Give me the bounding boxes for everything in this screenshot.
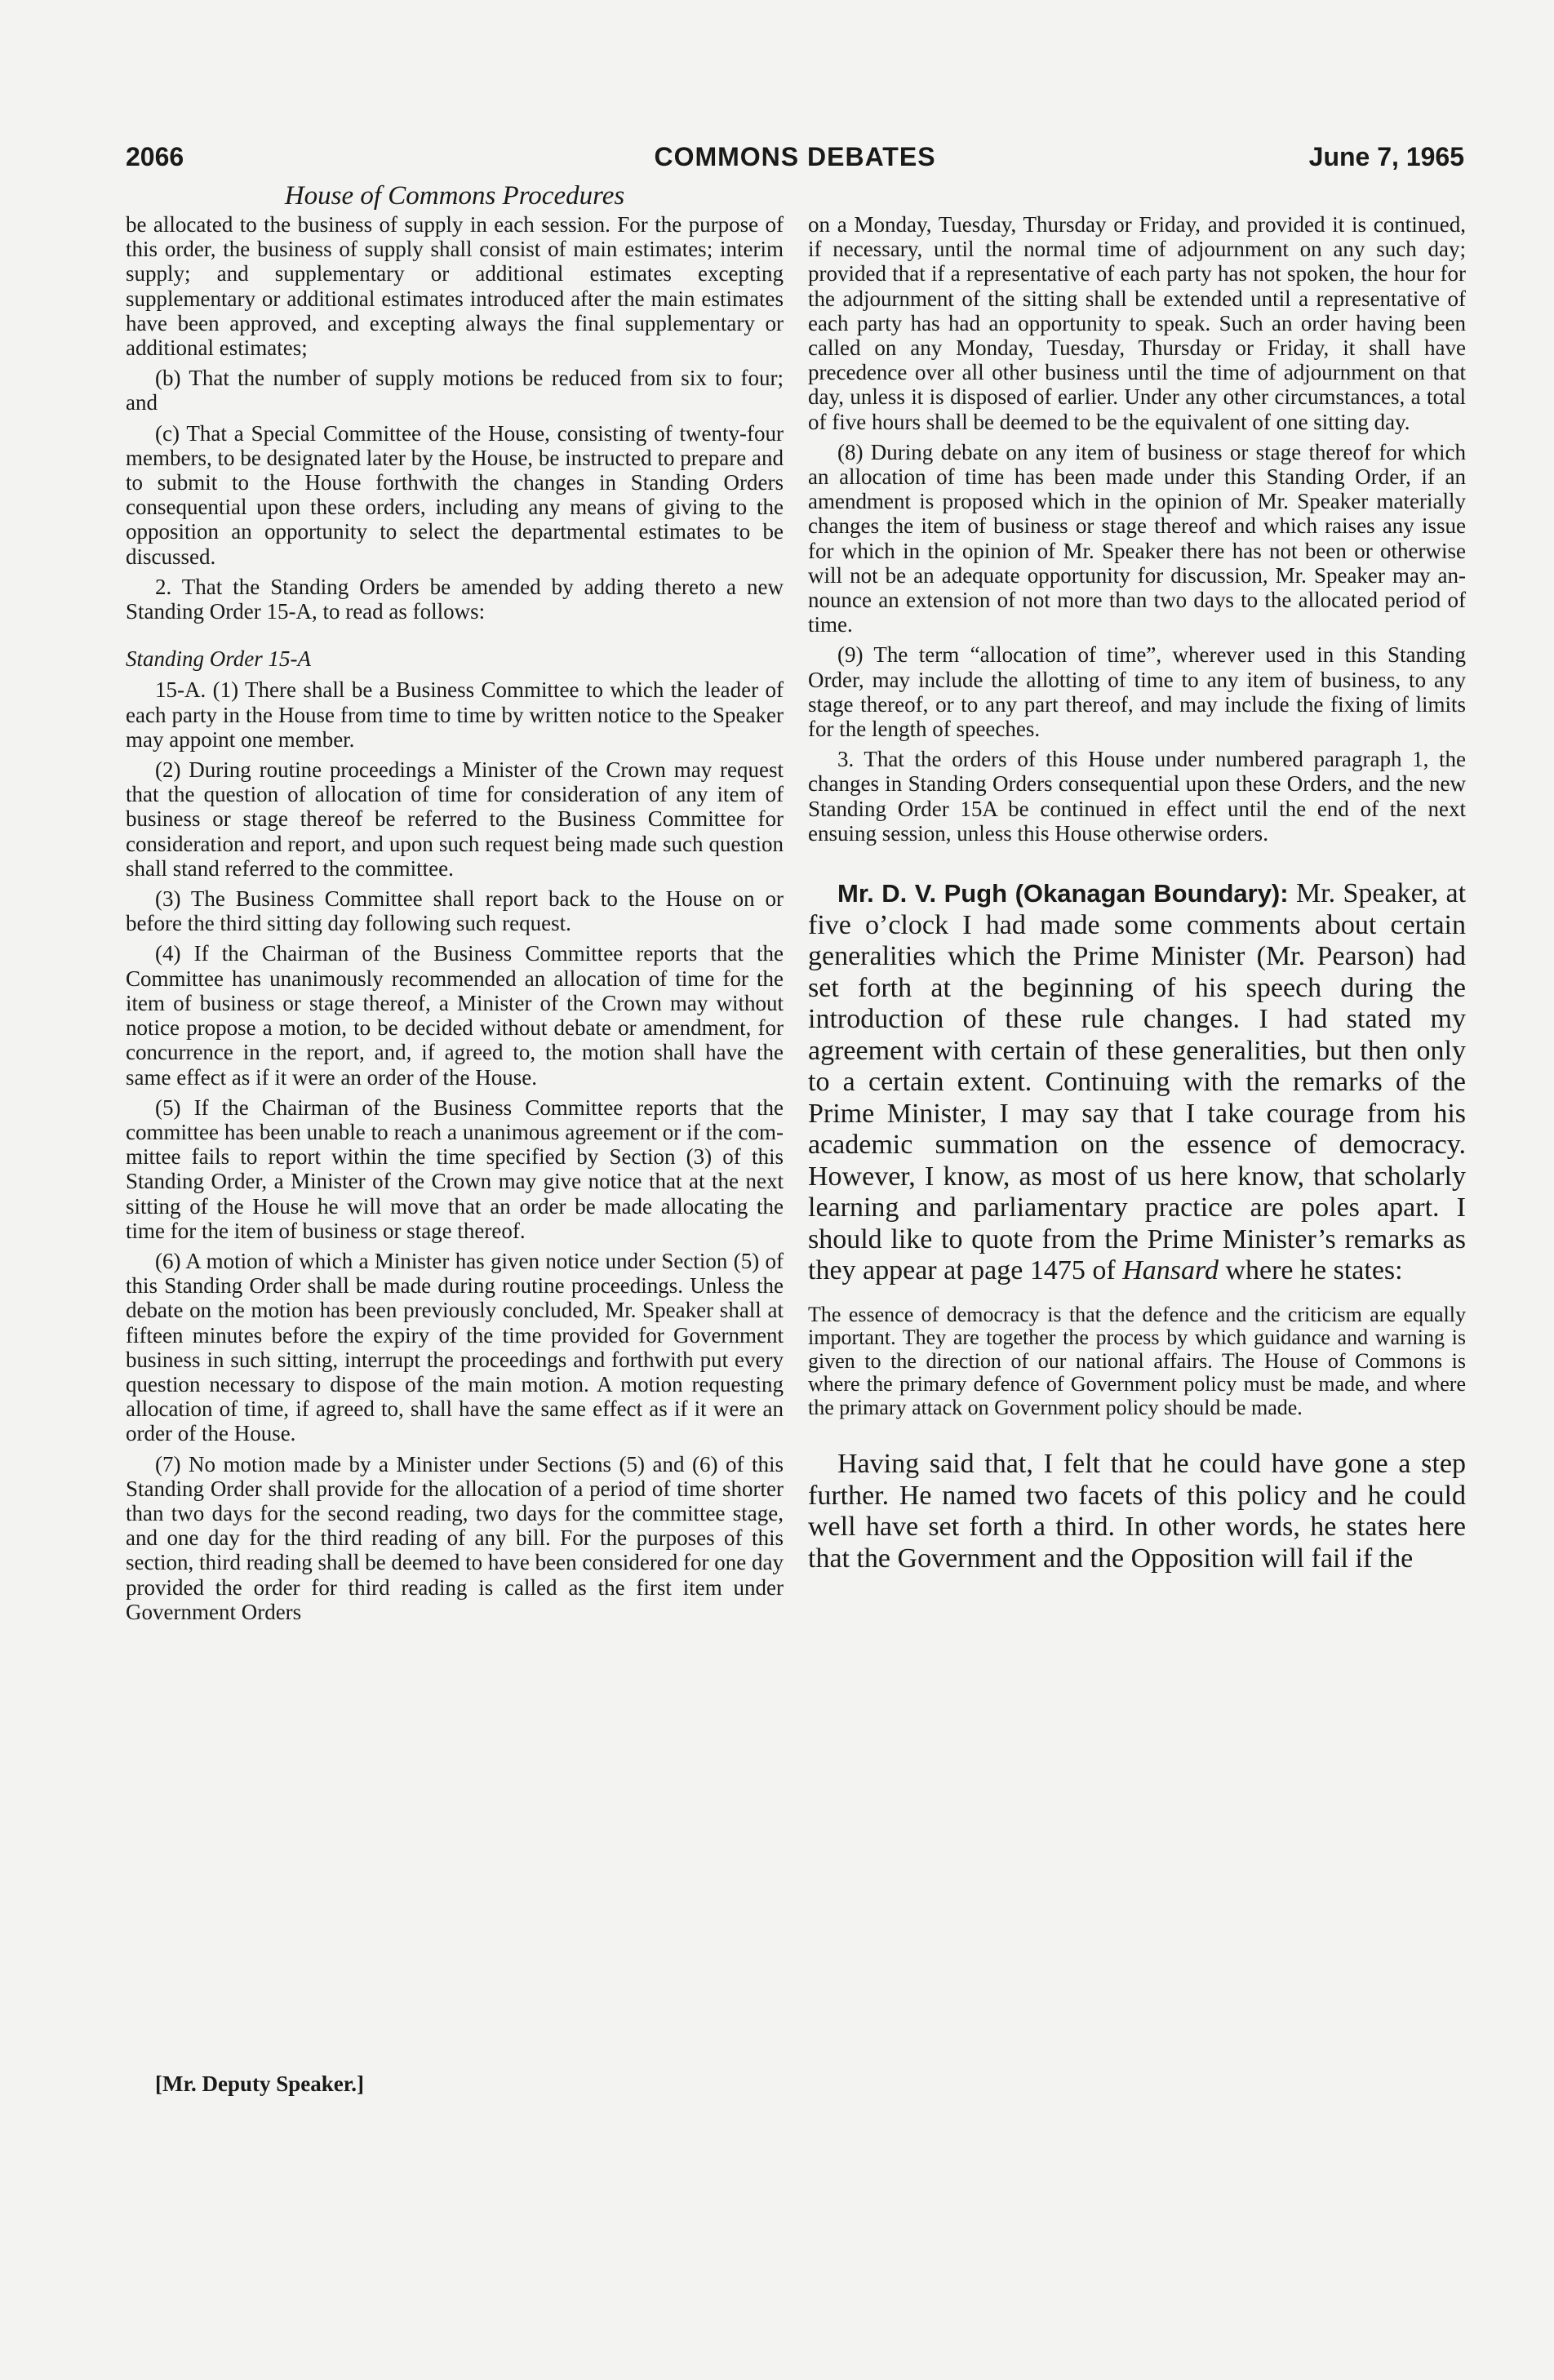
- speech-text-end: where he states:: [1218, 1255, 1403, 1286]
- section-subheading: House of Commons Procedures: [284, 181, 625, 211]
- speech-text: Mr. Speaker, at five o’clock I had made some comments about certain generalities which the Prime Minister (Mr. Pearson) had set forth at the beginning of his speech during the introduction of these rule changes. I had stated my agreement with certain of these generalities, but then only to a certain extent. Continuing with the remarks of the Prime Minister, I may say that I take courage from his academic summation on the essence of democracy. However, I know, as most of us here know, that scholarly learning and parliamentary practice are poles apart. I should like to quote from the Prime Minister’s remarks as they appear at page 1475 of: [808, 878, 1466, 1286]
- paragraph-15a-9: (9) The term “allocation of time”, wherever used in this Standing Order, may include the allotting of time to any item of business, to any stage thereof, or to any part thereof, and may include the fixing of limits for the length of speeches.: [808, 642, 1466, 742]
- paragraph-c: (c) That a Special Committee of the House, consisting of twenty-four members, to be designated later by the House, be instructed to prepare and to submit to the House forthwith the changes in Standing Orders consequential upon these orders, including any means of giving to the opposition an opportunity to select the departmental estimates to be discussed.: [126, 420, 784, 569]
- speech-continued: Having said that, I felt that he could have gone a step further. He named two facets of this policy and he could well have set forth a third. In other words, he states here that the Government and the Opposition will fail if the: [808, 1449, 1466, 1574]
- speaker-name: Mr. D. V. Pugh (Okanagan Boundary):: [837, 879, 1289, 908]
- left-column: [126, 212, 784, 2114]
- page-date: June 7, 1965: [1308, 142, 1464, 171]
- page-header: [126, 137, 1464, 178]
- paragraph-15a-2: (2) During routine proceedings a Minister of the Crown may request that the question of allocation of time for consideration of any item of business or stage thereof be referred to the Business Committee for consideration and report, and upon such request being made such question shall stand referred to the committee.: [126, 757, 784, 881]
- paragraph-15a-7: (7) No motion made by a Minister under Sections (5) and (6) of this Standing Order shall provide for the allocation of a period of time shorter than two days for the second reading, two days for the committee stage, and one day for the third reading of any bill. For the purposes of this section, third reading shall be deemed to have been considered for one day provided the order for third reading is called as the first item under Government Orders: [126, 1451, 784, 1624]
- chair-footer: [Mr. Deputy Speaker.]: [155, 2071, 364, 2096]
- paragraph-15a-5: (5) If the Chairman of the Business Committee reports that the committee has been unable to reach a unanimous agreement or if the committee fails to report within the time specified by Section (3) of this Standing Order, a Minister of the Crown may give notice that at the next sitting of the House he will move that an order be made allocating the time for the item of business or stage thereof.: [126, 1095, 784, 1243]
- page-number: 2066: [126, 142, 184, 171]
- paragraph-supply-allocation: be allocated to the business of supply in each session. For the purpose of this order, the business of supply shall consist of main estimates; interim supply; and supplementary or additional estimates excepting supplementary or additional estimates introduced after the main estimates have been approved, and excepting always the final supplementary or additional estimates;: [126, 212, 784, 361]
- paragraph-15a-8: (8) During debate on any item of business or stage thereof for which an allocation of time has been made under this Standing Order, if an amendment is proposed which in the opinion of Mr. Speaker materially changes the item of business or stage thereof and which raises any issue for which in the opinion of Mr. Speaker there has not been or otherwise will not be an adequate opportunity for discussion, Mr. Speaker may announce an extension of not more than two days to the allocated period of time.: [808, 439, 1466, 637]
- publication-title: COMMONS DEBATES: [654, 142, 936, 171]
- right-column: [808, 212, 1466, 2114]
- paragraph-b: (b) That the number of supply motions be reduced from six to four; and: [126, 366, 784, 415]
- paragraph-15a-6: (6) A motion of which a Minister has given notice under Section (5) of this Standing Order shall be made during routine proceedings. Unless the debate on the motion has been previously concluded, Mr. Speaker shall at fifteen minutes before the expiry of the time provided for Government business in such sitting, interrupt the proceedings and forthwith put every question necessary to dispose of the main motion. A motion requesting allocation of time, if agreed to, shall have the same effect as if it were an order of the House.: [126, 1248, 784, 1446]
- standing-order-heading: Standing Order 15-A: [126, 646, 311, 672]
- paragraph-2: 2. That the Standing Orders be amended by adding thereto a new Standing Order 15-A, to read as follows:: [126, 574, 784, 624]
- paragraph-3: 3. That the orders of this House under numbered paragraph 1, the changes in Standing Orders consequential upon these Orders, and the new Standing Order 15A be continued in effect until the end of the next ensuing session, unless this House otherwise orders.: [808, 747, 1466, 846]
- speech-pugh: [808, 878, 1466, 1287]
- paragraph-15a-3: (3) The Business Committee shall report back to the House on or before the third sitting day following such request.: [126, 886, 784, 936]
- paragraph-15a-1: 15-A. (1) There shall be a Business Committee to which the leader of each party in the House from time to time by written notice to the Speaker may appoint one member.: [126, 677, 784, 752]
- paragraph-continued: on a Monday, Tuesday, Thursday or Friday, and provided it is continued, if necessary, until the normal time of adjournment on any such day; provided that if a representative of each party has not spoken, the hour for the adjournment of the sitting shall be extended until a representative of each party has had an opportunity to speak. Such an order having been called on any Monday, Tuesday, Thursday or Friday, it shall have precedence over all other business until the time of adjournment on that day, unless it is disposed of earlier. Under any other circumstances, a total of five hours shall be deemed to be the equivalent of one sitting day.: [808, 212, 1466, 434]
- hansard-reference: Hansard: [1122, 1255, 1219, 1286]
- block-quote: The essence of democracy is that the defence and the criticism are equally important. They are together the process by which guidance and warning is given to the direction of our national affairs. The House of Commons is where the primary defence of Government policy must be made, and where the primary attack on Government policy should be made.: [808, 1302, 1466, 1419]
- paragraph-15a-4: (4) If the Chairman of the Business Committee reports that the Committee has unanimously recommended an allocation of time for the item of business or stage thereof, a Minister of the Crown may without notice propose a motion, to be decided without debate or amendment, for concurrence in the report, and, if agreed to, the motion shall have the same effect as if it were an order of the House.: [126, 941, 784, 1090]
